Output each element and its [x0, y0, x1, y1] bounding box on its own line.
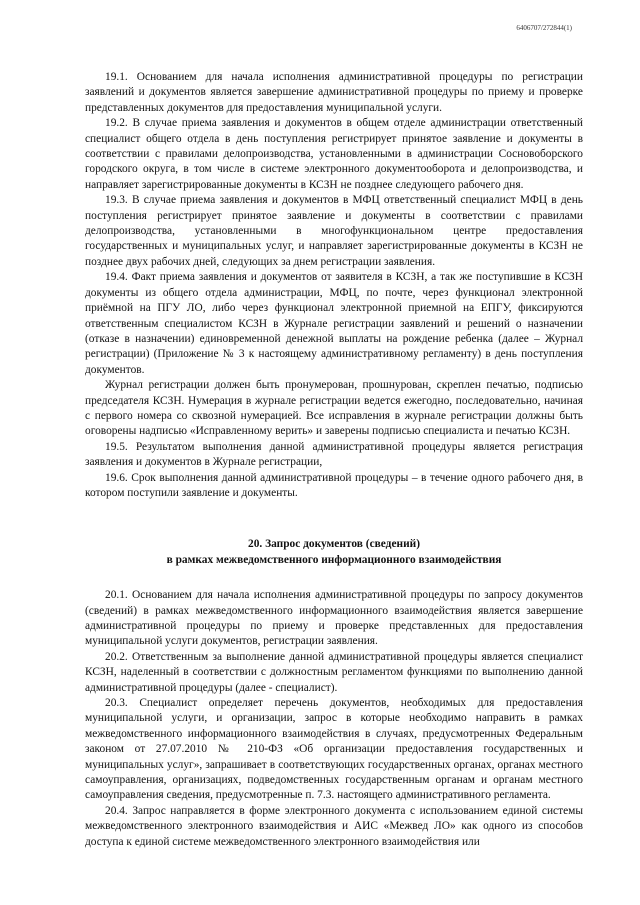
- paragraph-19-1: 19.1. Основанием для начала исполнения административной процедуры по регистрации заявлений и документов является завершение административной процедуры по приему и проверке представленных документов для предоставления муниципальной услуги.: [85, 71, 583, 114]
- paragraph-journal-registration: Журнал регистрации должен быть пронумерован, прошнурован, скреплен печатью, подписью председателя КСЗН. Нумерация в журнале регистрации ведется ежегодно, последовательно, начиная с первого номера со сквозной нумерацией. Все исправления в журнале регистрации должны быть оговорены надписью «Исправленному верить» и заверены подписью специалиста и печатью КСЗН.: [85, 379, 583, 438]
- section-20-heading-line-2: в рамках межведомственного информационного взаимодействия: [166, 553, 502, 566]
- document-id: 6406707/272844(1): [516, 24, 572, 32]
- paragraph-20-1: 20.1. Основанием для начала исполнения административной процедуры по запросу документов (сведений) в рамках межведомственного информационного взаимодействия является завершение административной процедуры по приему и проверке представленных для предоставления муниципальной услуги документов, регистрации заявления.: [85, 589, 583, 648]
- paragraph-19-4: 19.4. Факт приема заявления и документов от заявителя в КСЗН, а так же поступившие в КСЗН документы из общего отдела администрации, МФЦ, по почте, через функционал электронной приёмной на ПГУ ЛО, либо через функционал электронной приемной на ЕПГУ, фиксируются ответственным специалистом КСЗН в Журнале регистрации заявлений и решений о назначении (отказе в назначении) единовременной денежной выплаты на рождение ребенка (далее – Журнал регистрации) (Приложение № 3 к настоящему административному регламенту) в день поступления документов.: [85, 271, 583, 376]
- paragraph-20-4: 20.4. Запрос направляется в форме электронного документа с использованием единой системы межведомственного электронного взаимодействия и АИС «Межвед ЛО» как одного из способов доступа к единой системе межведомственного электронного взаимодействия или: [85, 804, 583, 848]
- paragraph-20-3: 20.3. Специалист определяет перечень документов, необходимых для предоставления муниципальной услуги, и организации, запрос в которые необходимо направить в рамках межведомственного информационного взаимодействия в случаях, предусмотренных Федеральным законом от 27.07.2010 № 210-ФЗ «Об организации предоставления государственных и муниципальных услуг», запрашивает в соответствующих государственных органах, органах местного самоуправления, организациях, подведомственных государственным органам и органам местного самоуправления сведения, предусмотренные п. 7.3. настоящего административного регламента.: [85, 697, 583, 802]
- paragraph-19-5: 19.5. Результатом выполнения данной административной процедуры является регистрация заявления и документов в Журнале регистрации,: [85, 440, 583, 469]
- section-20-heading: [85, 537, 583, 568]
- section-20-heading-line-1: 20. Запрос документов (сведений): [248, 538, 420, 551]
- paragraph-19-3: 19.3. В случае приема заявления и документов в МФЦ ответственный специалист МФЦ в день поступления регистрирует принятое заявление и документы в соответствии с правилами делопроизводства, установленными в многофункциональном центре предоставления государственных и муниципальных услуг, и направляет зарегистрированные документы в КСЗН не позднее двух рабочих дней, следующих за днем регистрации заявления.: [85, 194, 583, 268]
- paragraph-20-2: 20.2. Ответственным за выполнение данной административной процедуры является специалист КСЗН, наделенный в соответствии с должностным регламентом функциями по выполнению данной административной процедуры (далее - специалист).: [85, 650, 583, 694]
- paragraph-19-6: 19.6. Срок выполнения данной административной процедуры – в течение одного рабочего дня, в котором поступили заявление и документы.: [85, 471, 583, 499]
- paragraph-19-2: 19.2. В случае приема заявления и документов в общем отделе администрации ответственный специалист общего отдела в день поступления регистрирует принятое заявление и документы в соответствии с правилами делопроизводства, установленными в администрации Сосновоборского городского округа, в том числе в системе электронного документооборота и делопроизводства, и направляет зарегистрированные документы в КСЗН не позднее следующего рабочего дня.: [85, 117, 583, 191]
- document-body: [85, 70, 583, 850]
